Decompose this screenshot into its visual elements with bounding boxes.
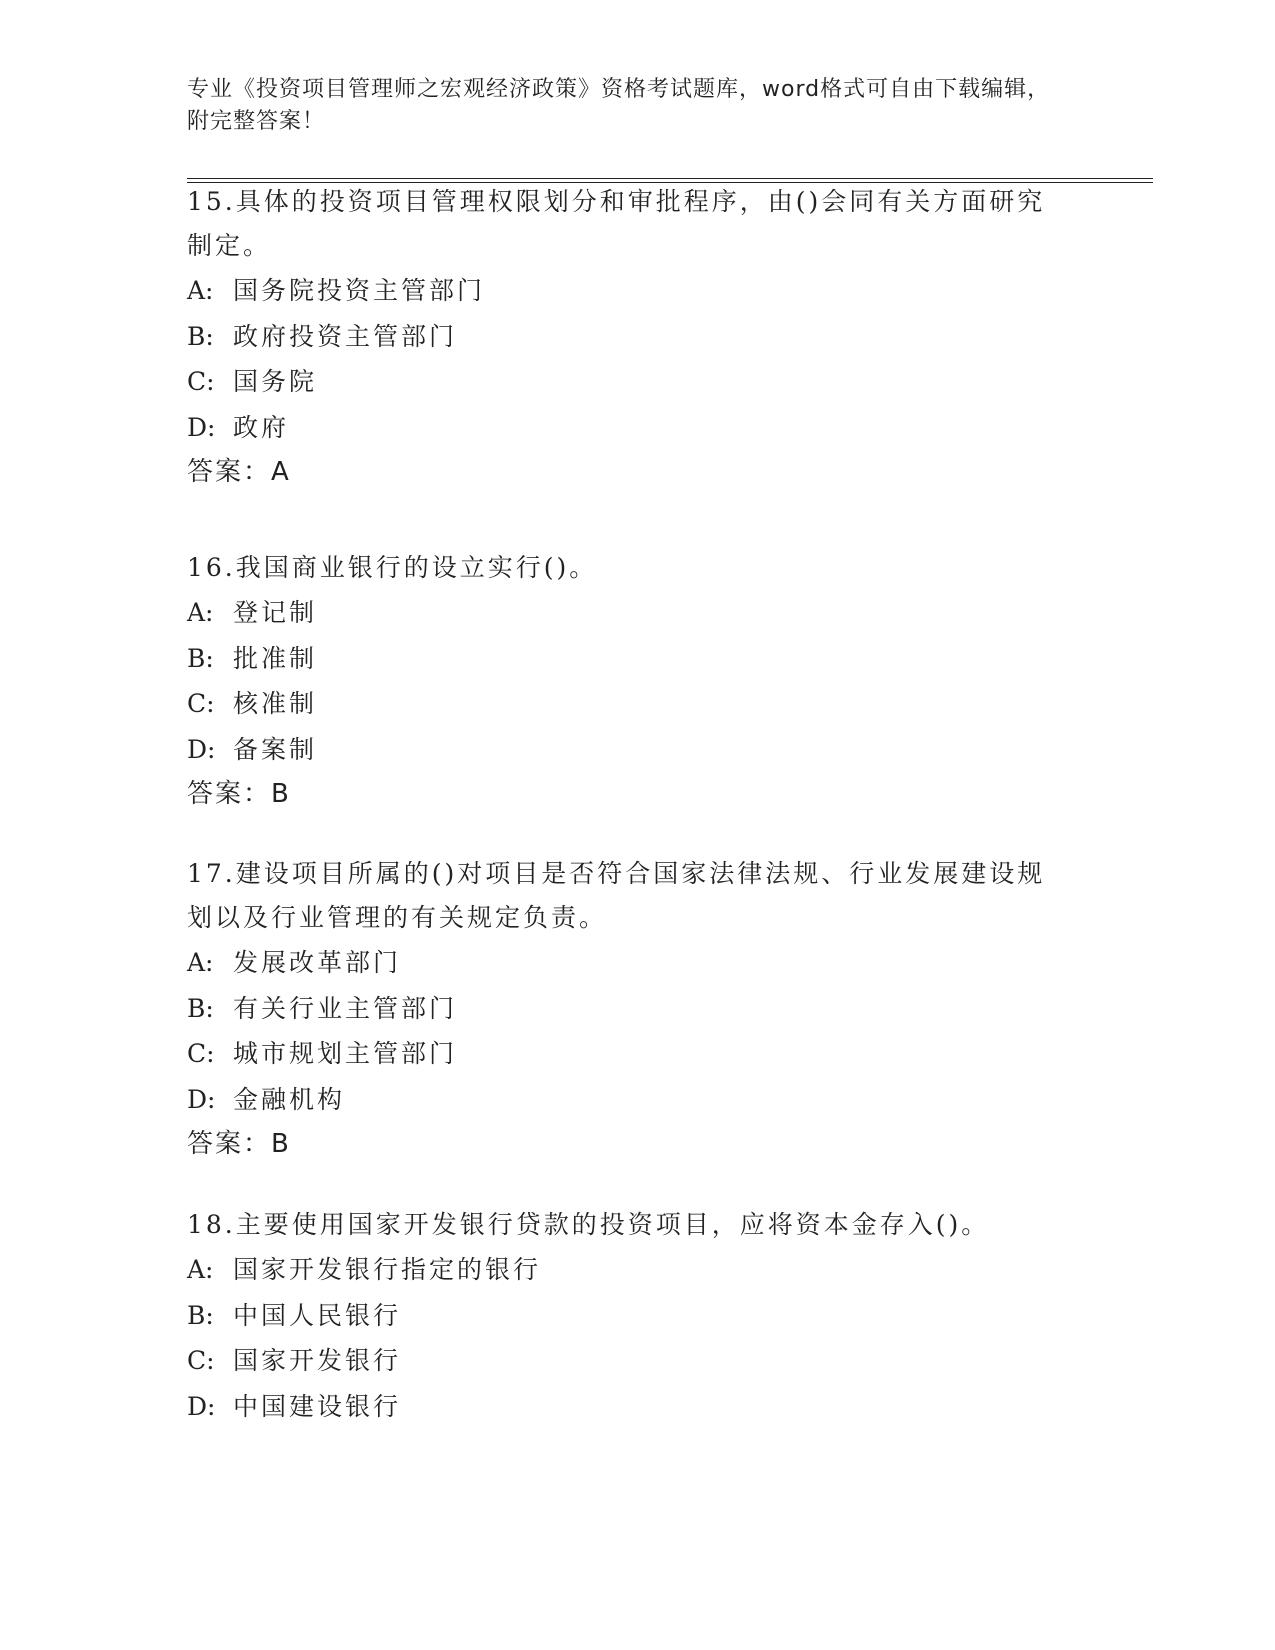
question-15 (187, 180, 1067, 495)
option-text: 中国建设银行 (233, 1391, 402, 1421)
option-letter: D: (187, 1084, 216, 1114)
option-letter: C: (187, 689, 215, 718)
option-a (187, 268, 1067, 314)
document-header: 专业《投资项目管理师之宏观经济政策》资格考试题库，word格式可自由下载编辑，附完整答案！ (187, 77, 1051, 134)
answer-line: 答案：B (187, 1129, 291, 1159)
option-letter: C: (187, 1346, 215, 1375)
question-16 (187, 546, 1067, 817)
option-b (187, 314, 1067, 360)
option-letter: C: (187, 1039, 215, 1068)
option-d (187, 727, 1067, 773)
option-text: 批准制 (233, 643, 318, 673)
question-17 (187, 852, 1067, 1167)
option-d (187, 1077, 1067, 1123)
option-d (187, 1384, 1067, 1430)
option-letter: D: (187, 412, 216, 442)
answer-line: 答案：A (187, 457, 291, 487)
question-stem: 17.建设项目所属的()对项目是否符合国家法律法规、行业发展建设规划以及行业管理的有关规定负责。 (187, 859, 1046, 932)
option-b (187, 1293, 1067, 1339)
option-a (187, 590, 1067, 636)
option-letter: A: (187, 948, 214, 977)
option-text: 国家开发银行 (233, 1346, 402, 1375)
option-text: 登记制 (233, 598, 318, 627)
option-a (187, 940, 1067, 986)
question-stem: 18.主要使用国家开发银行贷款的投资项目，应将资本金存入()。 (187, 1210, 990, 1239)
option-text: 政府 (233, 412, 290, 442)
question-stem: 15.具体的投资项目管理权限划分和审批程序，由()会同有关方面研究制定。 (187, 187, 1046, 260)
option-letter: A: (187, 276, 214, 305)
option-a (187, 1247, 1067, 1293)
option-text: 国务院 (233, 367, 318, 396)
option-text: 政府投资主管部门 (233, 321, 458, 351)
option-text: 有关行业主管部门 (233, 993, 458, 1023)
option-text: 国务院投资主管部门 (233, 276, 486, 305)
option-text: 国家开发银行指定的银行 (233, 1255, 542, 1284)
option-letter: A: (187, 1255, 214, 1284)
option-text: 备案制 (233, 734, 318, 764)
question-18 (187, 1203, 1067, 1429)
question-stem: 16.我国商业银行的设立实行()。 (187, 553, 598, 582)
option-text: 中国人民银行 (233, 1300, 402, 1330)
option-text: 核准制 (233, 689, 318, 718)
option-b (187, 636, 1067, 682)
option-b (187, 986, 1067, 1032)
option-letter: A: (187, 598, 214, 627)
option-text: 发展改革部门 (233, 948, 402, 977)
option-d (187, 405, 1067, 451)
option-text: 城市规划主管部门 (233, 1039, 458, 1068)
option-c (187, 1031, 1067, 1077)
option-letter: D: (187, 734, 216, 764)
option-letter: D: (187, 1391, 216, 1421)
option-letter: B: (187, 321, 214, 351)
option-text: 金融机构 (233, 1084, 346, 1114)
option-c (187, 681, 1067, 727)
answer-line: 答案：B (187, 779, 291, 809)
option-letter: C: (187, 367, 215, 396)
option-letter: B: (187, 993, 214, 1023)
option-letter: B: (187, 1300, 214, 1330)
option-c (187, 359, 1067, 405)
option-c (187, 1338, 1067, 1384)
option-letter: B: (187, 643, 214, 673)
